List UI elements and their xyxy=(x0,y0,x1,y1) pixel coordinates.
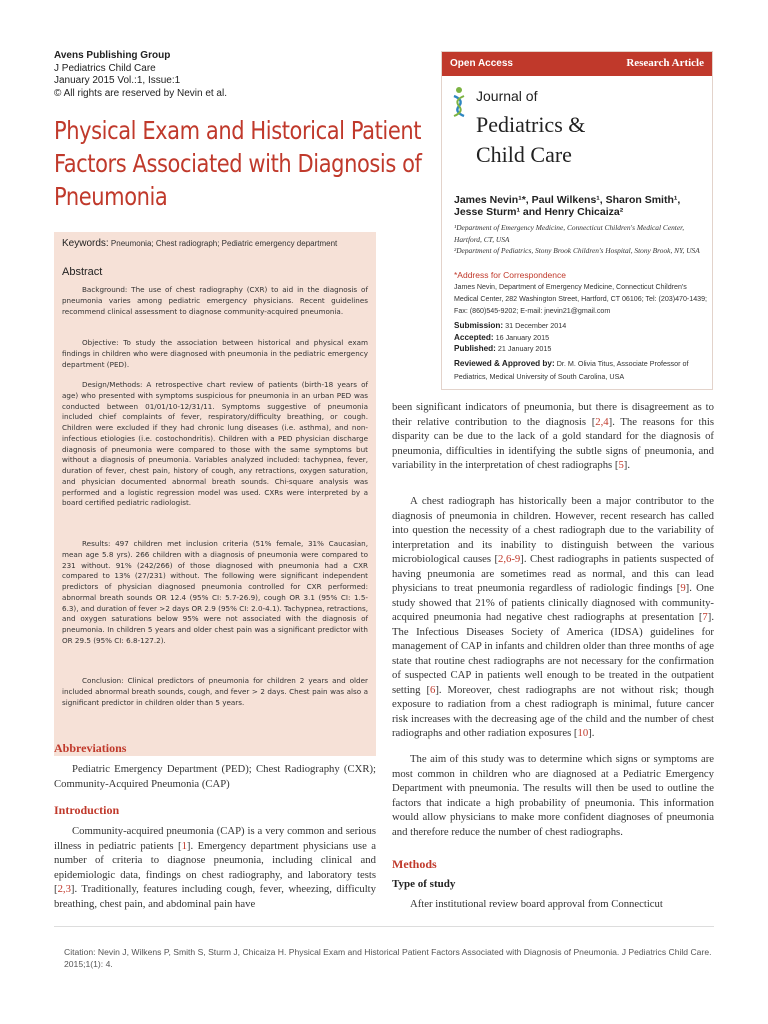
citation-link[interactable]: 6 xyxy=(430,683,436,696)
journal-logo-icon xyxy=(452,86,466,120)
abstract-results: Results: 497 children met inclusion criteria (51% female, 31% Caucasian, mean age 5.8 yrs). 266 children with a diagnosis of pneumonia were compared to 231 without. 91% (242/266) of those diagnosed with pneumonia had a CXR compared to 13% (27/231) without. The following were significant independent predictors of physician diagnosed pneumonia controlled for CXR performed: abnormal breath sounds OR 12.4 (95% CI: 5.7-26.9), cough OR 3.1 (95% CI: 1.5-6.3), and duration of fever >2 days OR 2.9 (95% CI: 2.0-4.1). Tachypnea, retractions, and oxygen saturations below 95% were not associated with the diagnosis of pneumonia. In children 5 years and older chest pain was a significant predictor with OR 29.5 (95% CI: 6.8-127.2). xyxy=(62,539,368,645)
citation-footer: Citation: Nevin J, Wilkens P, Smith S, Sturm J, Chicaiza H. Physical Exam and Historical Patient Factors Associated with Diagnosis of Pneumonia. J Pediatrics Child Care. 2015;1(1): 4. xyxy=(64,947,712,969)
journal-of-label: Journal of xyxy=(476,88,538,104)
abstract-methods: Design/Methods: A retrospective chart review of patients (birth-18 years of age) who presented with symptoms suspicious for pneumonia in an urban PED was conducted between 01/01/10-12/31/11. Symptoms suggestive of pneumonia included chief complaints of fever, respiratory/difficulty breathing, or cough. Children were excluded if they had chronic lung diseases (i.e. asthma), and non-infectious etiologies (i.e. costochondritis). Children with a PED physician discharge diagnosis of pneumonia were compared to those with the same symptoms but without a diagnosis of pneumonia. Variables analyzed included: tachypnea, fever, duration of fever, chest pain, history of cough, any retractions, oxygen saturation, and physician documented abnormal breath sounds. Chi-square analysis was performed and a logistic regression model was used. CXRs were interpreted by a board certified pediatric radiologist. xyxy=(62,380,368,508)
body-paragraph: The aim of this study was to determine which signs or symptoms are most common in children who are diagnosed at a Pediatric Emergency Department with pneumonia. The results will then be used to outline the factors that indicate a high probability of pneumonia. This information would allow physicians to make more confident diagnoses of pneumonia and therefore reduce the number of chest radiographs. xyxy=(392,753,714,838)
citation-link[interactable]: 9 xyxy=(680,582,686,594)
published-date: Published: 21 January 2015 xyxy=(454,344,552,353)
body-paragraph: A chest radiograph has historically been a major contributor to the diagnosis of pneumonia in children. However, recent research has called into question the necessity of a chest radiograph due to the variability of interpretation and its inability to distinguish between the various microbiological causes [2,6-9]. Chest radiographs in patients suspected of having pneumonia are sometimes read as normal, and this can lead physicians to treat pneumonia regardless of radiologic findings [9]. One study showed that 21% of patients clinically diagnosed with community-acquired pneumonia had negative chest radiographs at presentation [7]. The Infectious Diseases Society of America (IDSA) guidelines for management of CAP in infants and children older than three months of age state that routine chest radiographs are not necessary for the confirmation of suspected CAP in patients well enough to be treated in the outpatient setting [6]. Moreover, chest radiographs are not without risk; though exposure to radiation from a chest radiograph is minimal, future cancer risk increases with the decreasing age of the child and the number of chest radiographs and other radiation exposures [10]. xyxy=(392,495,715,739)
citation-link[interactable]: 10 xyxy=(577,727,589,739)
keywords-label: Keywords: xyxy=(62,238,109,249)
article-dates xyxy=(454,320,706,355)
citation-link[interactable]: 2,3 xyxy=(57,883,71,895)
abbreviations-heading: Abbreviations xyxy=(54,741,127,755)
citation-link[interactable]: 2,4 xyxy=(595,415,609,428)
journal-name-line2: Child Care xyxy=(476,142,572,167)
abstract-conclusion: Conclusion: Clinical predictors of pneumonia for children 2 years and older included abnormal breath sounds, cough, and fever > 2 days. Chest pain was also a significant predictor in children older than 5 years. xyxy=(62,676,368,707)
correspondence-heading: *Address for Correspondence xyxy=(454,270,566,280)
methods-heading: Methods xyxy=(392,857,437,871)
article-type-label: Research Article xyxy=(626,57,704,69)
abstract-heading: Abstract xyxy=(62,266,103,278)
body-paragraph: been significant indicators of pneumonia, but there is disagreement as to their relative contribution to the diagnosis [2,4]. The reasons for this disparity can be due to the lack of a gold standard for the diagnosis of pneumonia, difficulties in identifying the subtle signs of pneumonia, and variability in the interpretation of chest radiographs [5]. xyxy=(392,401,714,471)
type-of-study-heading: Type of study xyxy=(392,878,456,890)
keywords xyxy=(62,238,368,249)
journal-short-name: J Pediatrics Child Care xyxy=(54,62,156,74)
introduction-heading: Introduction xyxy=(54,803,120,817)
abbreviations-text: Pediatric Emergency Department (PED); Chest Radiography (CXR); Community-Acquired Pneumonia (CAP) xyxy=(54,763,376,790)
accepted-date: Accepted: 16 January 2015 xyxy=(454,332,550,342)
publisher-name: Avens Publishing Group xyxy=(54,50,171,61)
keywords-text: Pneumonia; Chest radiograph; Pediatric emergency department xyxy=(110,239,338,248)
footer-divider xyxy=(54,926,714,927)
affiliations xyxy=(454,222,706,257)
affiliation-1: ¹Department of Emergency Medicine, Connecticut Children's Medical Center, Hartford, CT, USA xyxy=(454,223,685,244)
citation-link[interactable]: 2,6-9 xyxy=(498,553,521,565)
reviewer-info xyxy=(454,358,710,383)
author-list: James Nevin¹*, Paul Wilkens¹, Sharon Smith¹, Jesse Sturm¹ and Henry Chicaiza² xyxy=(454,194,681,218)
submission-date: Submission: 31 December 2014 xyxy=(454,321,567,330)
journal-name xyxy=(476,110,585,170)
reviewer-label: Reviewed & Approved by: xyxy=(454,359,555,368)
open-access-label: Open Access xyxy=(450,58,513,69)
rights-notice: © All rights are reserved by Nevin et al. xyxy=(54,87,227,99)
affiliation-2: ²Department of Pediatrics, Stony Brook Children's Hospital, Stony Brook, NY, USA xyxy=(454,246,700,255)
issue-info: January 2015 Vol.:1, Issue:1 xyxy=(54,75,181,86)
journal-header xyxy=(54,50,384,100)
journal-name-line1: Pediatrics & xyxy=(476,112,586,137)
correspondence-text: James Nevin, Department of Emergency Medicine, Connecticut Children's Medical Center, 282 Washington Street, Hartford, CT 06106; Tel: (203)470-1439; Fax: (860)545-9202; E-mail: jnevin21@gmail.com xyxy=(454,283,708,315)
citation-link[interactable]: 1 xyxy=(181,839,187,852)
article-title: Physical Exam and Historical Patient Factors Associated with Diagnosis of Pneumonia xyxy=(54,116,422,211)
abstract-background: Background: The use of chest radiography (CXR) to aid in the diagnosis of pneumonia varies among pediatric emergency physicians. Recent guidelines recommend clinical assessment to diagnose community-acquired pneumonia. xyxy=(62,285,368,316)
citation-link[interactable]: 5 xyxy=(618,459,624,471)
abstract-objective: Objective: To study the association between historical and physical exam findings in children who were diagnosed with pneumonia in the pediatric emergency department (PED). xyxy=(62,338,368,369)
body-paragraph: After institutional review board approval from Connecticut xyxy=(410,898,663,910)
reviewer-text: Dr. M. Olivia Titus, Associate Professor of Pediatrics, Medical University of South Carolina, USA xyxy=(454,359,689,381)
citation-link[interactable]: 7 xyxy=(702,611,708,623)
article-type-bar xyxy=(442,52,712,76)
introduction-paragraph: Community-acquired pneumonia (CAP) is a very common and serious illness in pediatric patients [1]. Emergency department physicians use a number of criteria to diagnose pneumonia, including clinical and epidemiologic data, findings on chest radiography, and laboratory tests [2,3]. Traditionally, features including cough, fever, wheezing, difficulty breathing, chest pain, and abdominal pain have xyxy=(54,825,376,910)
journal-info-box xyxy=(441,51,713,390)
